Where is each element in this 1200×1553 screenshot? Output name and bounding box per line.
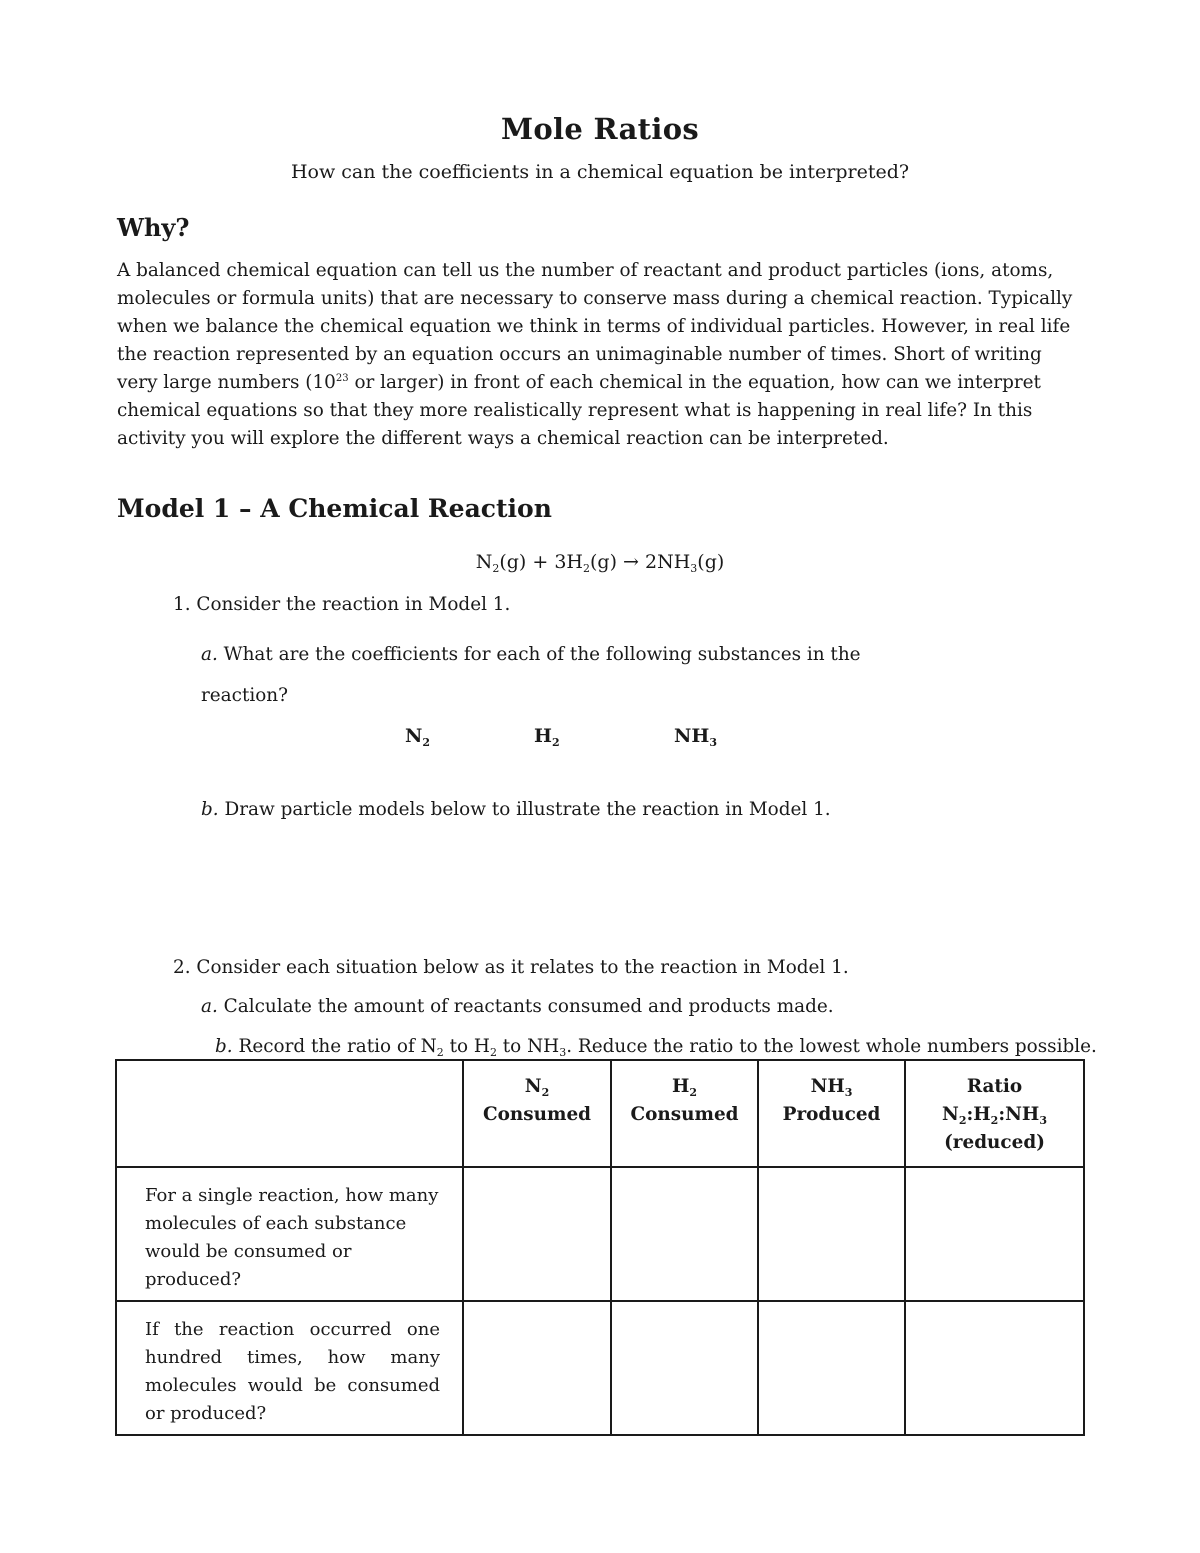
answer-cell-h2[interactable] xyxy=(611,1167,758,1301)
eq-part: N xyxy=(475,551,493,573)
formula-subscript: 2 xyxy=(990,1114,999,1127)
question-text: Consider the reaction in Model 1. xyxy=(196,594,511,615)
question-text: Calculate the amount of reactants consumed and products made. xyxy=(223,996,834,1017)
header-label: Ratio xyxy=(966,1076,1023,1097)
question-text: Record the ratio of N xyxy=(238,1036,437,1057)
answer-cell-ratio[interactable] xyxy=(905,1167,1084,1301)
why-text-part1: A balanced chemical equation can tell us the number of reactant and product particles (ions, atoms, molecules or formula units) that are necessary to conserve mass during a chemical reaction. Typically when we balance the chemical equation we think in terms of individual particles. However, in real life the reaction represented by an equation occurs an unimaginable number of times. Short of writing very large numbers (10 xyxy=(117,260,1073,393)
formula-base: N xyxy=(942,1104,959,1125)
eq-part: (g) + 3H xyxy=(499,551,583,573)
answer-cell-h2[interactable] xyxy=(611,1301,758,1435)
why-text-part2: or larger) in front of each chemical in the equation, how can we interpret chemical equations so that they more realistically represent what is happening in real life? In this activity you will explore the different ways a chemical reaction can be interpreted. xyxy=(117,372,1041,449)
chemical-equation xyxy=(0,551,1200,573)
formula-subscript: 3 xyxy=(844,1086,853,1099)
page-title: Mole Ratios xyxy=(501,112,699,146)
row-question: If the reaction occurred one hundred times, how many molecules would be consumed or produced? xyxy=(116,1301,463,1435)
question-text: to H xyxy=(443,1036,490,1057)
formula-subscript: 2 xyxy=(551,736,560,749)
formula-base: N xyxy=(524,1076,542,1097)
formula-subscript: 3 xyxy=(559,1046,567,1059)
header-note: (reduced) xyxy=(944,1132,1045,1153)
eq-subscript: 2 xyxy=(583,562,590,575)
formula-subscript: 2 xyxy=(541,1086,550,1099)
header-label: Produced xyxy=(782,1104,881,1125)
formula-subscript: 3 xyxy=(1039,1114,1047,1127)
formula-subscript: 2 xyxy=(436,1046,444,1059)
question-1a xyxy=(201,634,861,716)
formula-base: H xyxy=(671,1076,690,1097)
header-blank-cell xyxy=(116,1060,463,1167)
header-h2-consumed xyxy=(611,1060,758,1167)
formula-base: :H xyxy=(966,1104,991,1125)
answer-cell-nh3[interactable] xyxy=(758,1301,905,1435)
formula-base: H xyxy=(534,725,552,747)
question-number: 2. xyxy=(173,957,191,978)
question-number: 1. xyxy=(173,594,191,615)
formula-subscript: 2 xyxy=(489,1046,497,1059)
table-row xyxy=(116,1167,1084,1301)
header-label: Consumed xyxy=(630,1104,739,1125)
formula-base: N xyxy=(405,725,423,747)
substance-nh3 xyxy=(674,725,717,747)
question-text: Draw particle models below to illustrate the reaction in Model 1. xyxy=(224,799,831,820)
eq-part: (g) → 2NH xyxy=(590,551,691,573)
question-2a xyxy=(201,996,834,1017)
eq-subscript: 3 xyxy=(690,562,698,575)
question-text: . Reduce the ratio to the lowest whole numbers possible. xyxy=(566,1036,1097,1057)
question-1b xyxy=(201,799,831,820)
answer-table xyxy=(115,1059,1085,1436)
substance-n2 xyxy=(405,725,430,747)
question-text: What are the coefficients for each of the following substances in the reaction? xyxy=(201,644,861,706)
formula-base: NH xyxy=(810,1076,845,1097)
answer-cell-ratio[interactable] xyxy=(905,1301,1084,1435)
substance-h2 xyxy=(534,725,560,747)
question-2b xyxy=(215,1036,1097,1057)
part-letter: a. xyxy=(201,644,218,665)
header-nh3-produced xyxy=(758,1060,905,1167)
why-paragraph xyxy=(117,257,1077,453)
part-letter: a. xyxy=(201,996,218,1017)
question-1 xyxy=(173,594,510,615)
eq-subscript: 2 xyxy=(492,562,500,575)
answer-cell-n2[interactable] xyxy=(463,1167,611,1301)
table-header-row xyxy=(116,1060,1084,1167)
question-2 xyxy=(173,957,849,978)
formula-base: :NH xyxy=(998,1104,1040,1125)
why-exponent: 23 xyxy=(335,373,349,384)
part-letter: b. xyxy=(215,1036,233,1057)
model1-heading: Model 1 – A Chemical Reaction xyxy=(117,494,552,523)
formula-subscript: 2 xyxy=(422,736,431,749)
question-text: Consider each situation below as it relates to the reaction in Model 1. xyxy=(196,957,849,978)
part-letter: b. xyxy=(201,799,219,820)
header-ratio xyxy=(905,1060,1084,1167)
answer-cell-nh3[interactable] xyxy=(758,1167,905,1301)
page-subtitle: How can the coefficients in a chemical equation be interpreted? xyxy=(290,161,910,183)
table-row xyxy=(116,1301,1084,1435)
formula-subscript: 3 xyxy=(709,736,717,749)
eq-part: (g) xyxy=(697,551,725,573)
header-n2-consumed xyxy=(463,1060,611,1167)
row-question: For a single reaction, how many molecules of each substance would be consumed or produced? xyxy=(116,1167,463,1301)
formula-subscript: 2 xyxy=(958,1114,967,1127)
header-label: Consumed xyxy=(482,1104,592,1125)
answer-cell-n2[interactable] xyxy=(463,1301,611,1435)
formula-subscript: 2 xyxy=(689,1086,698,1099)
why-heading: Why? xyxy=(117,213,190,242)
question-text: to NH xyxy=(496,1036,560,1057)
formula-base: NH xyxy=(674,725,710,747)
